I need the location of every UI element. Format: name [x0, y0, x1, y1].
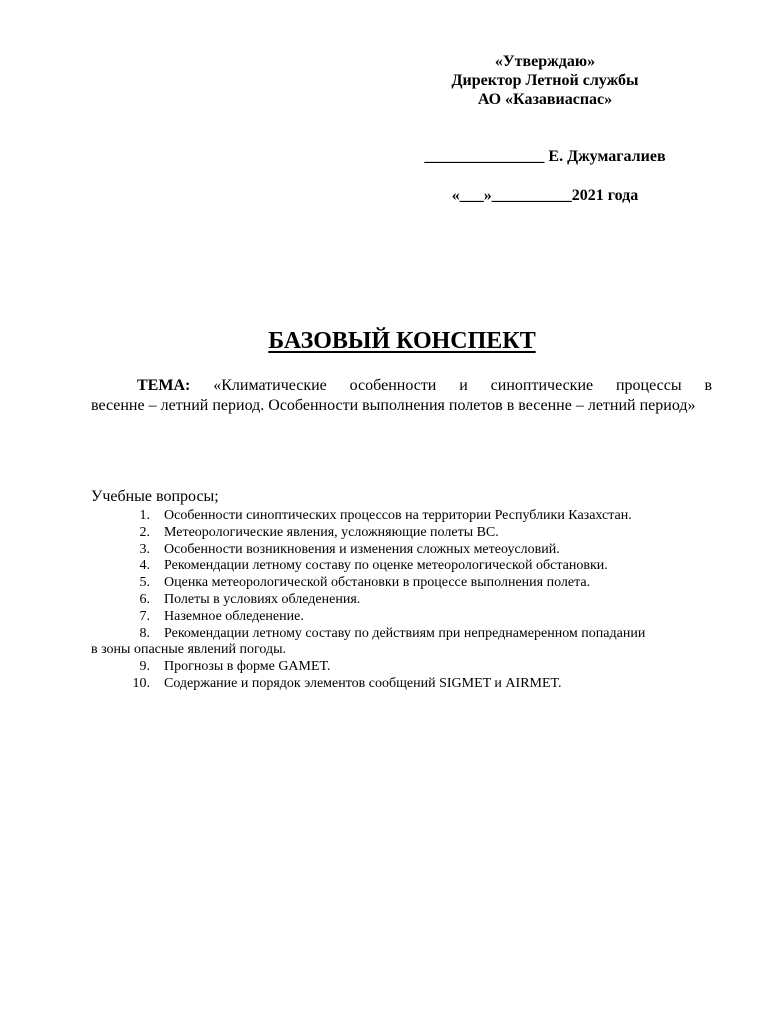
list-item-number: 8. [139, 625, 150, 641]
list-item [91, 592, 712, 609]
approval-organization: АО «Казавиаспас» [477, 91, 613, 108]
approval-signature-line: _______________ Е. Джумагалиев [424, 148, 666, 165]
list-item [91, 525, 712, 542]
list-item [91, 609, 712, 626]
questions-heading: Учебные вопросы; [91, 488, 219, 505]
list-item [91, 542, 712, 559]
list-item-number: 10. [132, 675, 150, 691]
approval-position: Директор Летной службы [451, 72, 639, 89]
list-item-text: Метеорологические явления, усложняющие полеты ВС. [164, 524, 499, 540]
list-item-number: 6. [139, 591, 150, 607]
approval-heading: «Утверждаю» [494, 53, 596, 70]
list-item-text: Особенности синоптических процессов на территории Республики Казахстан. [164, 508, 632, 523]
list-item [91, 575, 712, 592]
document-title: БАЗОВЫЙ КОНСПЕКТ [268, 328, 536, 354]
list-item-text: Полеты в условиях обледенения. [164, 591, 361, 607]
topic-label: ТЕМА: [137, 377, 191, 394]
list-item [91, 626, 712, 643]
list-item-number: 5. [139, 575, 150, 591]
list-item [91, 659, 712, 676]
list-item-text: Рекомендации летному составу по оценке метеорологической обстановки. [164, 558, 608, 574]
list-item-text: Рекомендации летному составу по действиям при непреднамеренном попадании [164, 625, 646, 641]
approval-block [400, 52, 690, 205]
list-item-number: 2. [139, 524, 150, 540]
topic-text-rest: весенне – летний период. Особенности выполнения полетов в весенне – летний период» [91, 397, 696, 414]
list-item-text: Прогнозы в форме GAMET. [164, 659, 331, 675]
list-item-text: Содержание и порядок элементов сообщений SIGMET и AIRMET. [164, 675, 562, 691]
list-item [91, 508, 712, 525]
topic-text-start: «Климатические особенности и синоптические процессы в [213, 377, 713, 394]
list-item-text: Особенности возникновения и изменения сложных метеоусловий. [164, 541, 560, 557]
list-item-continuation: в зоны опасные явлений погоды. [91, 642, 287, 658]
list-item-number: 3. [139, 541, 150, 557]
topic-first-line [91, 376, 712, 396]
list-item [91, 558, 712, 575]
list-item-number: 9. [139, 659, 150, 675]
list-item-number: 4. [139, 558, 150, 574]
list-item-text: Наземное обледенение. [164, 608, 304, 624]
questions-list [91, 508, 712, 693]
list-item-text: Оценка метеорологической обстановки в процессе выполнения полета. [164, 575, 591, 591]
list-item-number: 7. [139, 608, 150, 624]
list-item [91, 676, 712, 693]
list-item-number: 1. [139, 508, 150, 523]
topic-block [91, 376, 712, 416]
approval-date-line: «___»__________2021 года [451, 187, 639, 204]
